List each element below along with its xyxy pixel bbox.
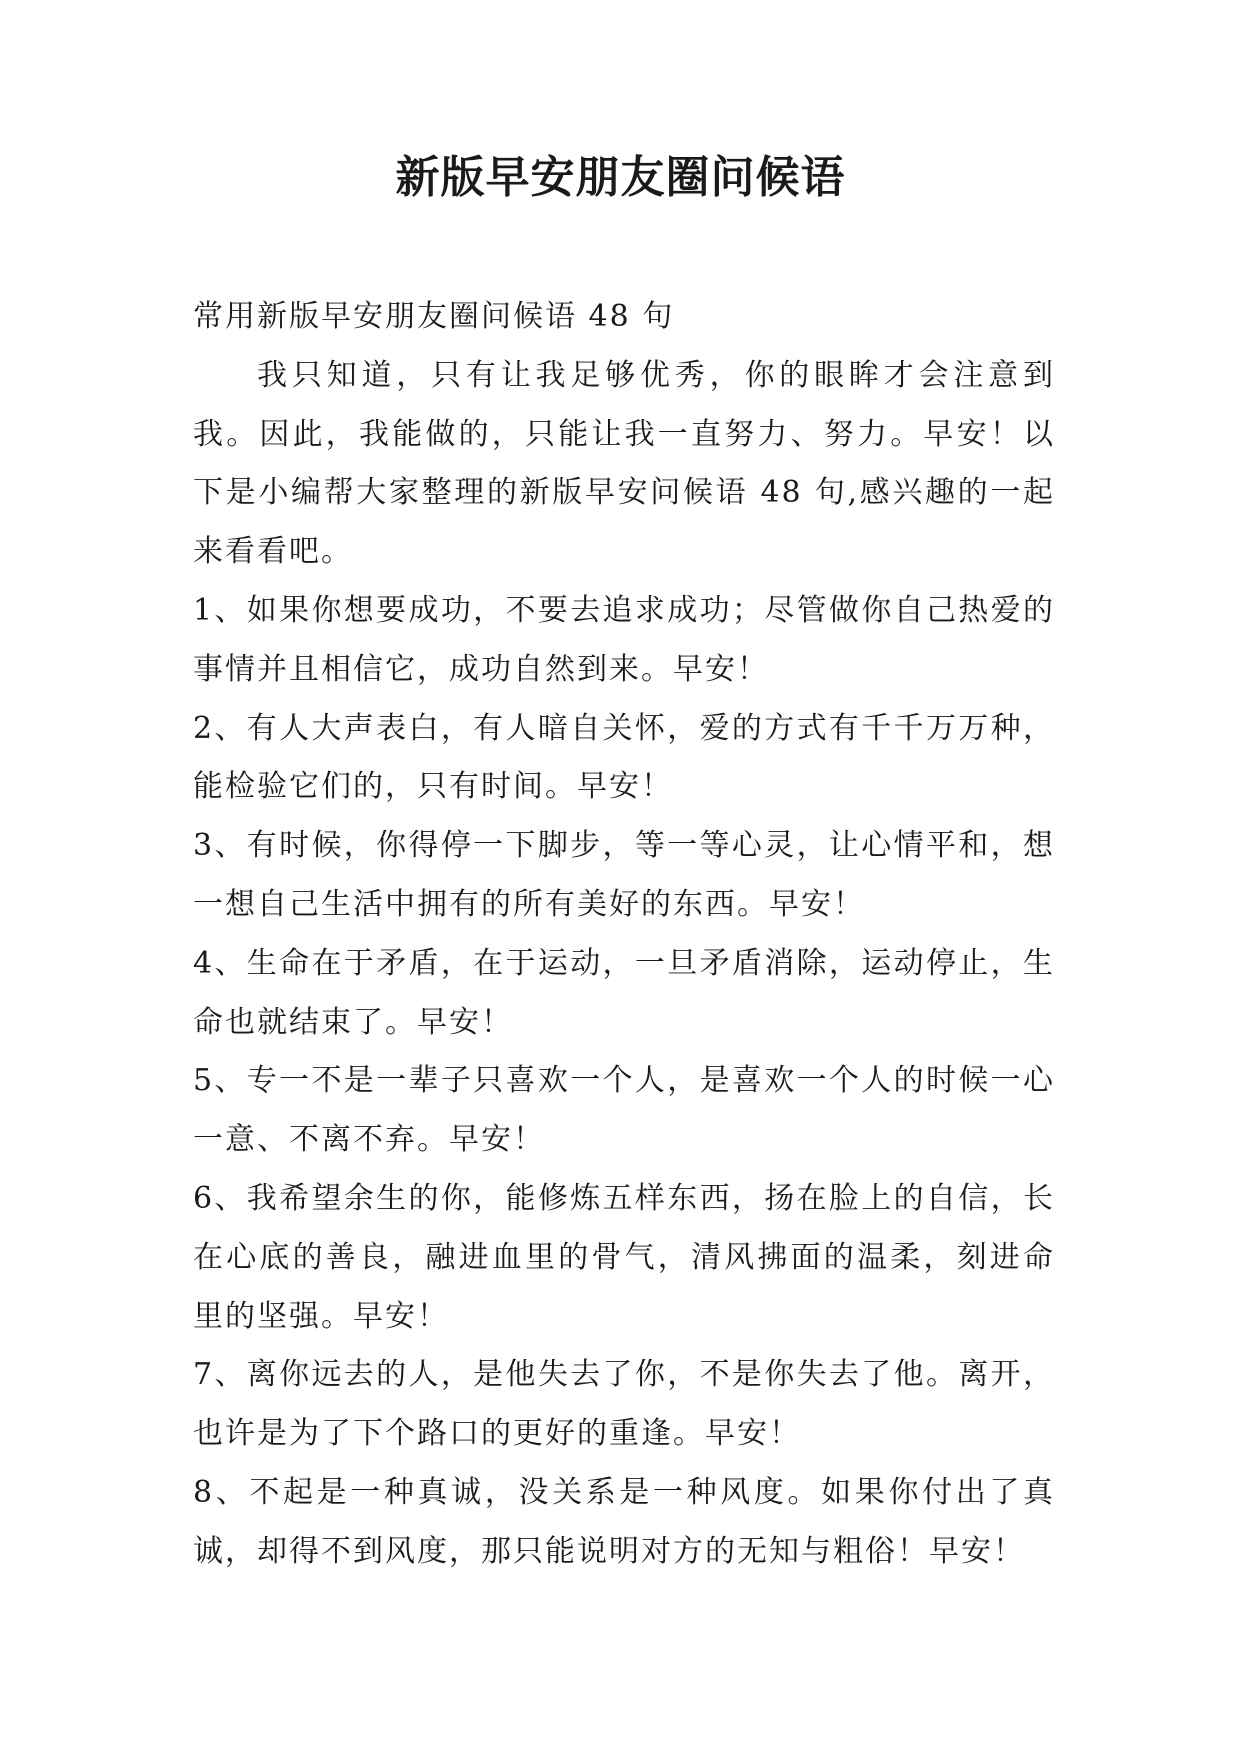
greeting-item-4: 4、生命在于矛盾，在于运动，一旦矛盾消除，运动停止，生命也就结束了。早安！	[193, 945, 1055, 1040]
greeting-item-2: 2、有人大声表白，有人暗自关怀，爱的方式有千千万万种，能检验它们的，只有时间。早安！	[193, 710, 1055, 805]
intro-paragraph: 我只知道，只有让我足够优秀，你的眼眸才会注意到我。因此，我能做的，只能让我一直努力、努力。早安！以下是小编帮大家整理的新版早安问候语 48 句,感兴趣的一起来看看吧。	[193, 357, 1055, 570]
document-subtitle: 常用新版早安朋友圈问候语 48 句	[193, 299, 675, 334]
greeting-item-1: 1、如果你想要成功，不要去追求成功；尽管做你自己热爱的事情并且相信它，成功自然到来。早安！	[193, 592, 1055, 687]
document-body	[193, 288, 1055, 1582]
greeting-item-3: 3、有时候，你得停一下脚步，等一等心灵，让心情平和，想一想自己生活中拥有的所有美好的东西。早安！	[193, 828, 1055, 922]
greeting-item-7: 7、离你远去的人，是他失去了你，不是你失去了他。离开，也许是为了下个路口的更好的重逢。早安！	[193, 1357, 1055, 1452]
greeting-item-6: 6、我希望余生的你，能修炼五样东西，扬在脸上的自信，长在心底的善良，融进血里的骨气，清风拂面的温柔，刻进命里的坚强。早安！	[193, 1180, 1055, 1334]
greeting-item-5: 5、专一不是一辈子只喜欢一个人，是喜欢一个人的时候一心一意、不离不弃。早安！	[193, 1063, 1055, 1158]
greeting-item-8: 8、不起是一种真诚，没关系是一种风度。如果你付出了真诚，却得不到风度，那只能说明对方的无知与粗俗！早安！	[193, 1474, 1055, 1569]
document-title: 新版早安朋友圈问候语	[395, 152, 846, 203]
